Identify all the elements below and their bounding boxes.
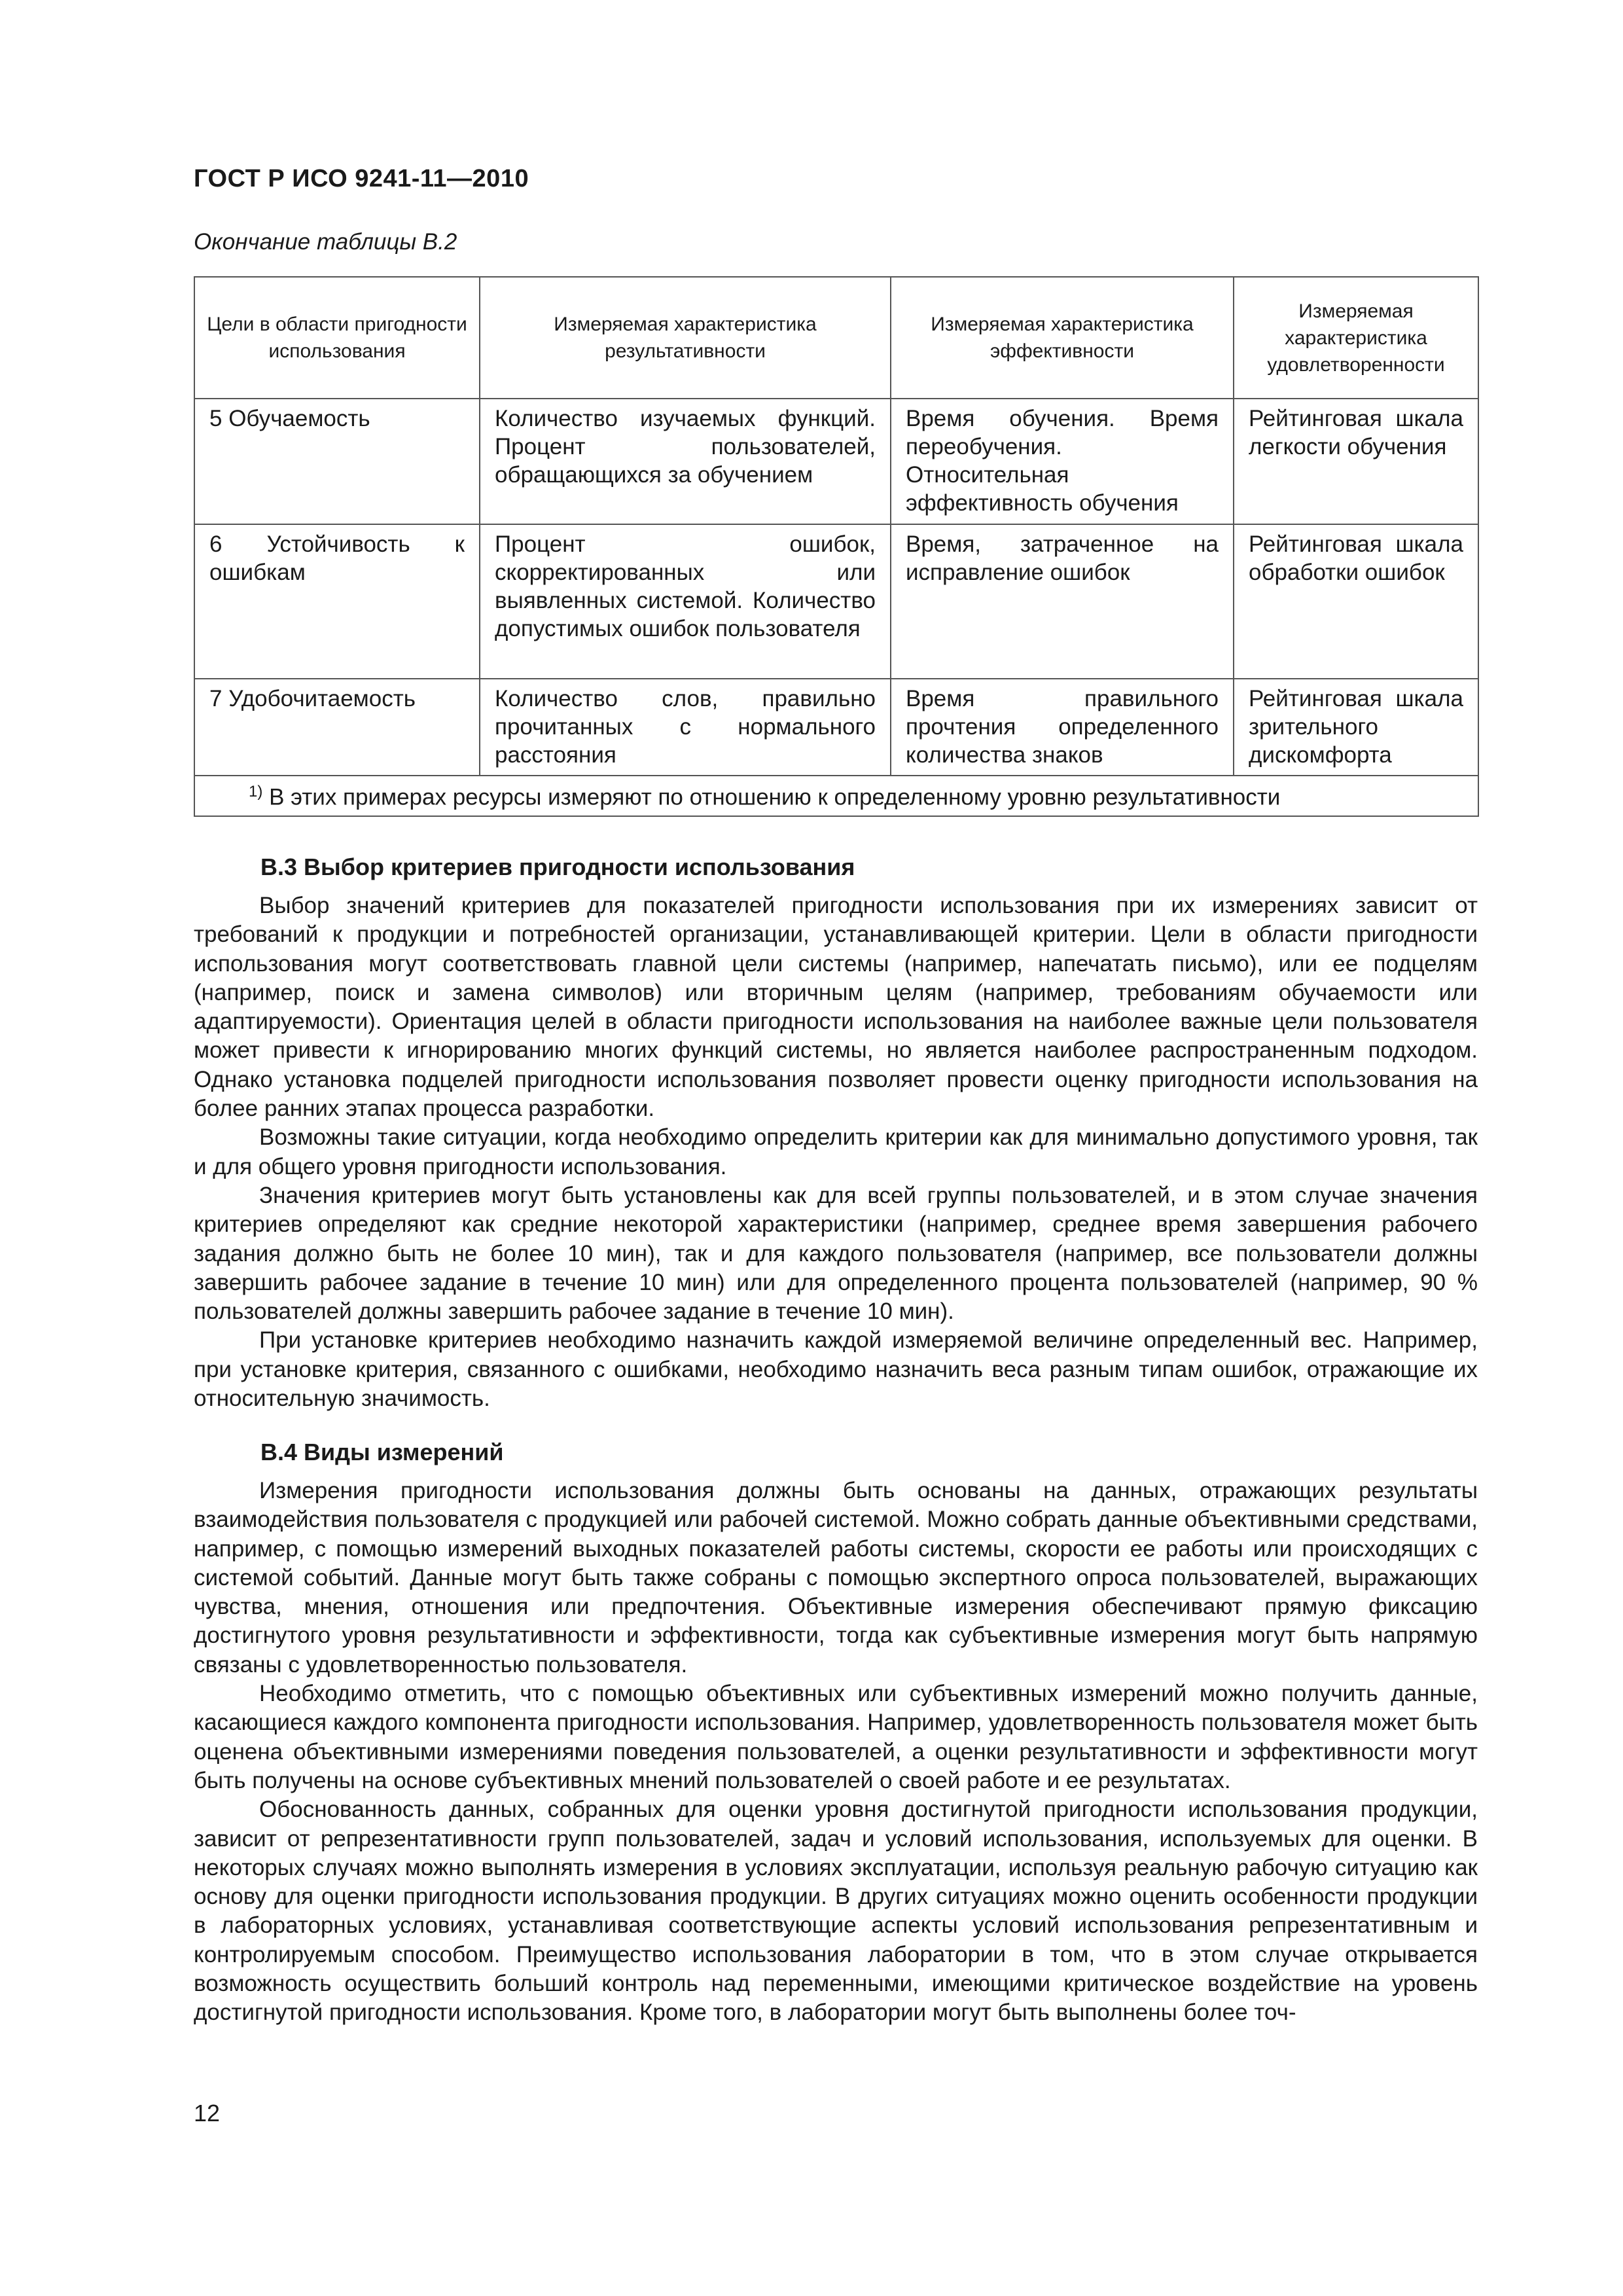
table-cell: Время правильного прочтения определенного количества знаков bbox=[891, 679, 1234, 776]
footnote-mark: 1) bbox=[249, 783, 263, 800]
column-header: Цели в области пригодности использования bbox=[194, 277, 480, 399]
table-row bbox=[194, 524, 1478, 679]
table-cell: 5 Обучаемость bbox=[194, 399, 480, 524]
paragraph: Обоснованность данных, собранных для оценки уровня достигнутой пригодности использования продукции, зависит от репрезентативности групп пользователей, задач и условий использования, используемых для оценки. В некоторых случаях можно выполнять измерения в условиях эксплуатации, используя реальную рабочую ситуацию как основу для оценки пригодности использования продукции. В других ситуациях можно оценить особенности продукции в лабораторных условиях, устанавливая соответствующие аспекты условий использования репрезентативным и контролируемым способом. Преимущество использования лаборатории в том, что в этом случае открывается возможность осуществить больший контроль над переменными, имеющими критическое воздействие на уровень достигнутой пригодности использования. Кроме того, в лаборатории могут быть выполнены более точ- bbox=[194, 1797, 1478, 2026]
document-header: ГОСТ Р ИСО 9241-11—2010 bbox=[194, 165, 529, 192]
table-caption: Окончание таблицы В.2 bbox=[194, 229, 457, 255]
criteria-table bbox=[194, 276, 1479, 817]
column-header: Измеряемая характеристика удовлетворенности bbox=[1234, 277, 1478, 399]
table-row bbox=[194, 399, 1478, 524]
column-header: Измеряемая характеристика эффективности bbox=[891, 277, 1234, 399]
paragraph: Значения критериев могут быть установлены как для всей группы пользователей, и в этом случае значения критериев определяют как средние некоторой характеристики (например, среднее время завершения рабочего задания должно быть не более 10 мин), так и для каждого пользователя (например, все пользователи должны завершить рабочее задание в течение 10 мин) или для определенного процента пользователей (например, 90 % пользователей должны завершить рабочее задание в течение 10 мин). bbox=[194, 1182, 1478, 1325]
table-row bbox=[194, 679, 1478, 776]
footnote-text: В этих примерах ресурсы измеряют по отношению к определенному уровню результативности bbox=[269, 784, 1281, 810]
table-header-row bbox=[194, 277, 1478, 399]
section-title: В.4 Виды измерений bbox=[260, 1439, 504, 1465]
section-b3 bbox=[194, 853, 1478, 1413]
section-title: В.3 Выбор критериев пригодности использования bbox=[260, 853, 855, 880]
section-b4 bbox=[194, 1439, 1478, 2028]
table-cell: Время, затраченное на исправление ошибок bbox=[891, 524, 1234, 679]
table-cell: Время обучения. Время переобучения. Относительная эффективность обучения bbox=[891, 399, 1234, 524]
paragraph: Выбор значений критериев для показателей пригодности использования при их измерениях зависит от требований к продукции и потребностей организации, устанавливающей критерии. Цели в области пригодности использования могут соответствовать главной цели системы (например, напечатать письмо), или ее подцелям (например, поиск и замена символов) или вторичным целям (например, требованиям обучаемости или адаптируемости). Ориентация целей в области пригодности использования на наиболее важные цели пользователя может привести к игнорированию многих функций системы, но является наиболее распространенным подходом. Однако установка подцелей пригодности использования позволяет провести оценку пригодности использования на более ранних этапах процесса разработки. bbox=[194, 893, 1478, 1122]
table-cell: Процент ошибок, скорректированных или выявленных системой. Количество допустимых ошибок пользователя bbox=[480, 524, 891, 679]
paragraph: Возможны такие ситуации, когда необходимо определить критерии как для минимально допустимого уровня, так и для общего уровня пригодности использования. bbox=[194, 1124, 1478, 1179]
table-cell: 6 Устойчивость к ошибкам bbox=[194, 524, 480, 679]
table-footnote bbox=[194, 776, 1478, 816]
table-cell: Количество изучаемых функций. Процент пользователей, обращающихся за обучением bbox=[480, 399, 891, 524]
column-header: Измеряемая характеристика результативности bbox=[480, 277, 891, 399]
paragraph: Измерения пригодности использования должны быть основаны на данных, отражающих результаты взаимодействия пользователя с продукцией или рабочей системой. Можно собрать данные объективными средствами, например, с помощью измерений выходных показателей работы системы, скорости ее работы или происходящих с системой событий. Данные могут быть также собраны с помощью экспертного опроса пользователей, выражающих чувства, мнения, отношения или предпочтения. Объективные измерения обеспечивают прямую фиксацию достигнутого уровня результативности и эффективности, тогда как субъективные измерения могут быть напрямую связаны с удовлетворенностью пользователя. bbox=[194, 1478, 1478, 1677]
table-cell: Рейтинговая шкала зрительного дискомфорта bbox=[1234, 679, 1478, 776]
table-cell: Количество слов, правильно прочитанных с нормального расстояния bbox=[480, 679, 891, 776]
table-footnote-row bbox=[194, 776, 1478, 816]
page-number: 12 bbox=[194, 2100, 221, 2126]
table-cell: Рейтинговая шкала легкости обучения bbox=[1234, 399, 1478, 524]
paragraph: Необходимо отметить, что с помощью объективных или субъективных измерений можно получить данные, касающиеся каждого компонента пригодности использования. Например, удовлетворенность пользователя может быть оценена объективными измерениями поведения пользователей, а оценки результативности и эффективности могут быть получены на основе субъективных мнений пользователей о своей работе и ее результатах. bbox=[194, 1681, 1478, 1793]
paragraph: При установке критериев необходимо назначить каждой измеряемой величине определенный вес. Например, при установке критерия, связанного с ошибками, необходимо назначить веса разным типам ошибок, отражающие их относительную значимость. bbox=[194, 1327, 1478, 1412]
table-cell: 7 Удобочитаемость bbox=[194, 679, 480, 776]
table-cell: Рейтинговая шкала обработки ошибок bbox=[1234, 524, 1478, 679]
